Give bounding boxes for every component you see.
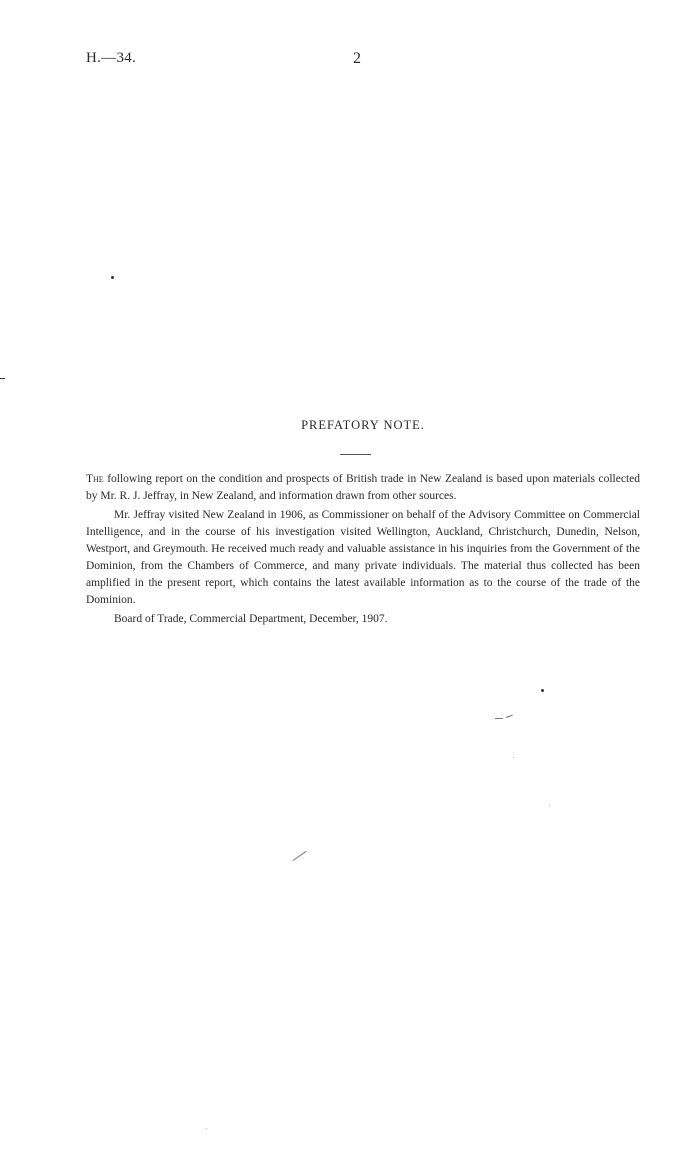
paragraph-2: Mr. Jeffray visited New Zealand in 1906, as Commissioner on behalf of the Advisory Committee on Commercial Intelligence, and in the course of his investigation visited Wellington, Auckland, Christchurch, Dunedin, Nelson, Westport, and Greymouth. He received much ready and valuable assistance in his inquiries from the Government of the Dominion, from the Chambers of Commerce, and many private individuals. The material thus collected has been amplified in the present report, which contains the latest available information as to the course of the trade of the Dominion. <box>86 509 640 606</box>
scan-edge-mark <box>0 378 5 379</box>
title-divider <box>340 454 371 455</box>
paragraph-1 <box>86 471 640 505</box>
scan-mark <box>293 851 307 861</box>
paragraph-lead-word: The <box>86 473 104 485</box>
scan-speck <box>111 276 114 279</box>
scan-speck <box>549 805 550 806</box>
paragraph-3: Board of Trade, Commercial Department, December, 1907. <box>114 613 388 625</box>
paragraph-text: following report on the condition and prospects of British trade in New Zealand is based upon materials collected by Mr. R. J. Jeffray, in New Zealand, and information drawn from other sources. <box>86 473 640 502</box>
scan-mark <box>495 718 503 719</box>
scan-speck <box>513 757 514 758</box>
document-reference: H.—34. <box>86 50 137 66</box>
scan-speck <box>541 689 544 692</box>
note-body <box>86 471 640 630</box>
scan-speck <box>206 1128 207 1129</box>
scan-mark <box>506 715 513 718</box>
page-number: 2 <box>353 50 361 67</box>
section-title: PREFATORY NOTE. <box>301 418 425 432</box>
